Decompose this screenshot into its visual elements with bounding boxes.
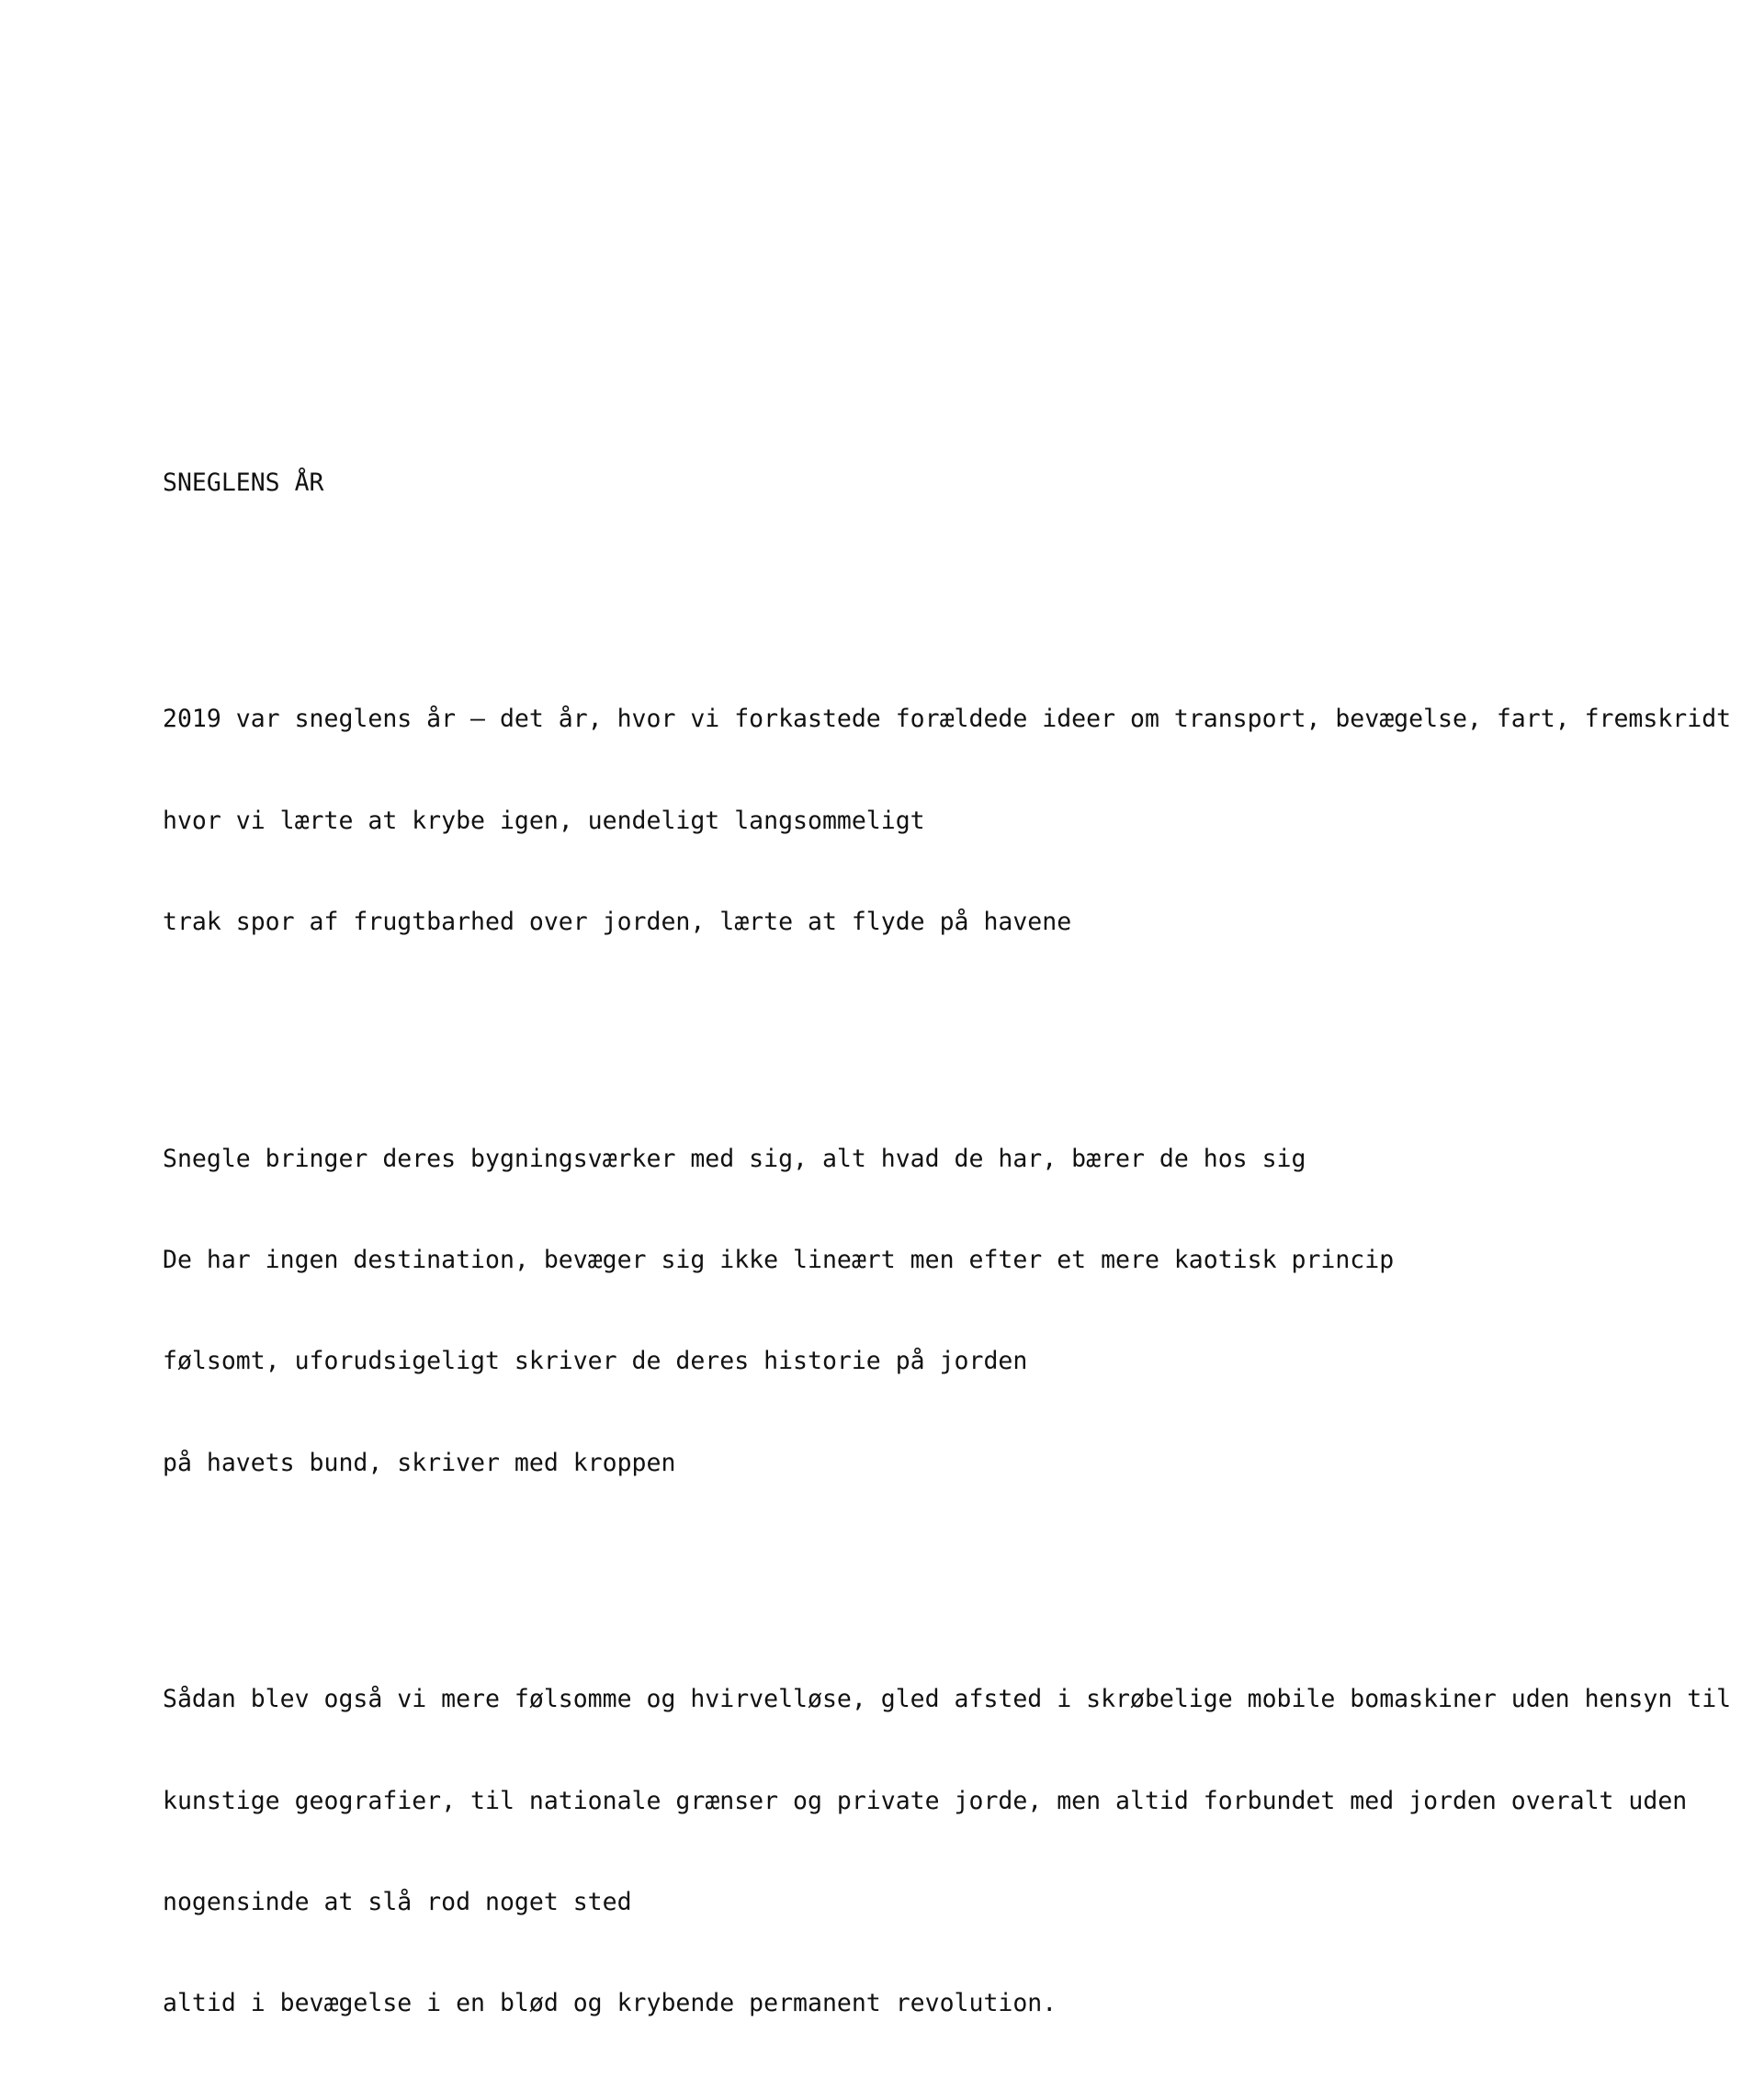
poem-line: følsomt, uforudsigeligt skriver de deres historie på jorden [163,1347,1028,1376]
poem-line: De har ingen destination, bevæger sig ikke lineært men efter et mere kaotisk princip [163,1245,1395,1274]
poem-text-block [163,399,1732,2089]
poem-line: 2019 var sneglens år – det år, hvor vi forkastede forældede ideer om transport, bevægelse, fart, fremskridt [163,705,1732,734]
poem-line: kunstige geografier, til nationale grænser og private jorde, men altid forbundet med jorden overalt uden [163,1786,1688,1815]
poem-line: altid i bevægelse i en blød og krybende permanent revolution. [163,1989,1057,2018]
stanza-gap [163,1007,1724,1041]
poem-line: Snegle bringer deres bygningsværker med sig, alt hvad de har, bærer de hos sig [163,1144,1306,1173]
poem-title: SNEGLENS ÅR [163,468,324,497]
poem-line: på havets bund, skriver med kroppen [163,1448,676,1477]
poem-line: trak spor af frugtbarhed over jorden, lærte at flyde på havene [163,907,1072,936]
stanza-gap [163,568,1724,602]
stanza-gap [163,1548,1724,1582]
poem-line: Sådan blev også vi mere følsomme og hvirvelløse, gled afsted i skrøbelige mobile bomaskiner uden hensyn til [163,1685,1732,1714]
poem-line: nogensinde at slå rod noget sted [163,1888,632,1917]
poem-line: hvor vi lærte at krybe igen, uendeligt langsommeligt [163,806,925,835]
